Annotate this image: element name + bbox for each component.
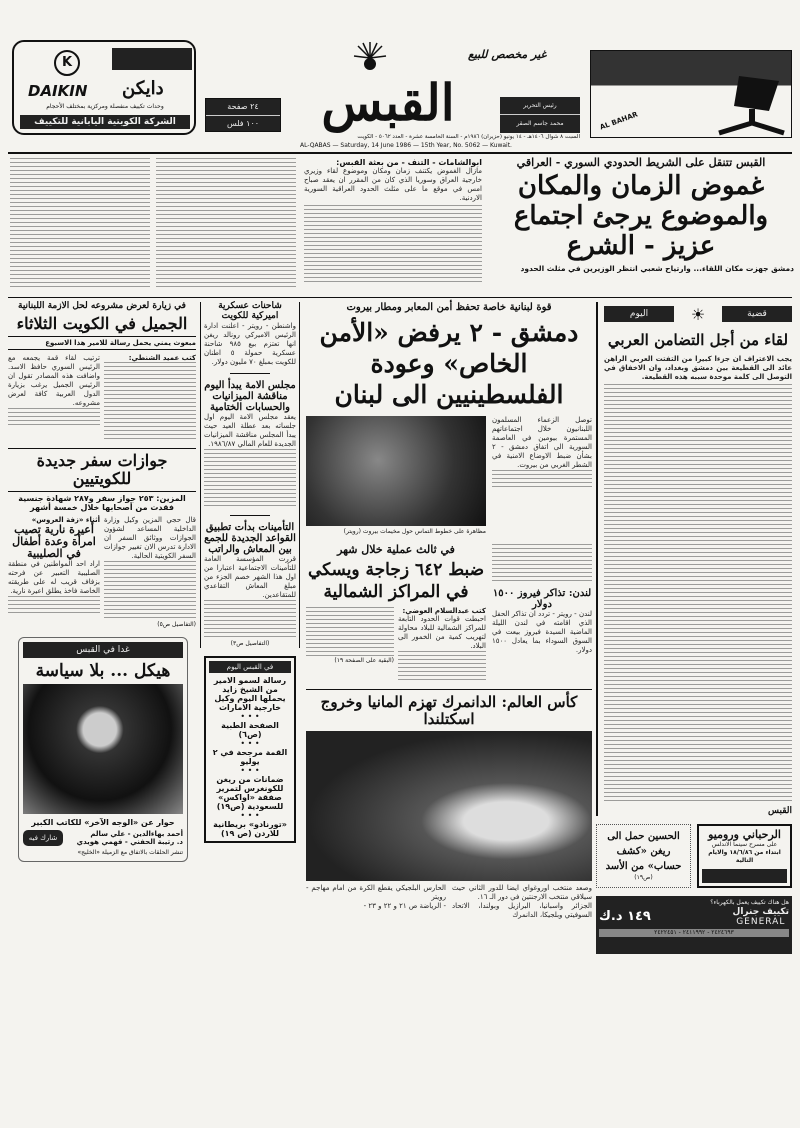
left-column	[8, 302, 196, 862]
worldcup-body	[306, 884, 592, 920]
daikin-en: DAIKIN	[28, 82, 88, 100]
office-chair-icon	[709, 71, 789, 137]
general-ad[interactable]	[596, 896, 792, 954]
lead-kicker: القبس تتنقل على الشريط الحدودي السوري - العراقي	[516, 156, 766, 169]
hussein-text[interactable]: الحسين حمل الى ريغن «كشف حساب» من الأسد	[605, 830, 682, 872]
opinion-headline[interactable]: لقاء من أجل التضامن العربي	[607, 331, 789, 349]
lead-headline[interactable]: غموض الزمان والمكان والموضوع يرجئ اجتماع عزيز - الشرع	[513, 171, 769, 262]
passports-subhead: المزين: ٢٥٣ جواز سفر و٢٨٧ شهادة جنسية فقدت من أصحابها خلال خمسة أشهر	[8, 491, 196, 512]
worldcup-story	[306, 689, 592, 920]
general-line1: هل هناك تكييف يعمل بالكهرباء؟	[710, 898, 789, 906]
heikal-authors-1: أحمد بهاءالدين - علي سالم	[90, 830, 183, 839]
daikin-badge	[112, 48, 192, 70]
gemayel-story	[8, 302, 196, 442]
worldcup-more[interactable]: - الرياضة ص ٢١ و ٢٢ و ٢٣ -	[363, 902, 446, 911]
general-phones: ٢٤٢٤٦٩٣ - ٢٤١١٩٩٢ - ٢٤٢٢٤٥١	[599, 929, 789, 937]
worldcup-caption: الحارس البلجيكي يقطع الكرة من امام مهاجم - رويتر	[306, 884, 446, 902]
tickets-text: لندن - رويتر - تردد ان تذاكر الحفل الذي اقامته في لندن الليلة الماضية السيدة فيروز بيعت في السوق السوداء بما يعادل ١٥٠٠ دولار.	[492, 610, 592, 654]
whisky-more[interactable]: (البقية على الصفحة ١٩)	[334, 657, 394, 665]
whisky-kicker: في ثالث عملية خلال شهر	[337, 543, 455, 556]
lebanon-story	[306, 302, 592, 536]
opinion-signature: القبس	[768, 805, 792, 816]
whisky-headline[interactable]: ضبط ٦٤٢ زجاجة ويسكي في المراكز الشمالية	[307, 560, 485, 603]
daikin-tagline: وحدات تكييف منفصلة ومركزية بمختلف الأحجام	[46, 103, 164, 110]
rahbani-ad[interactable]	[697, 824, 792, 888]
heikal-note: تنشر الحلقات بالاتفاق مع الزميلة «الخليج»	[77, 849, 183, 857]
center-column	[306, 302, 592, 920]
opinion-text: يجب الاعتراف ان جزءا كبيرا من التفتت العربي الراهن عائد الى القطيعة بين دمشق وبغداد، وان الاخفاق في التوصل الى كلمة موحدة سببه هذه القطيعة.	[604, 354, 792, 381]
albahar-logo: AL BAHAR	[598, 110, 639, 132]
assembly-text: يعقد مجلس الامة اليوم اول جلساته بعد عطلة العيد حيث يبدأ المجلس مناقشة الميزانيات الجديدة للعام المالي ١٩٨٦/٨٧.	[204, 412, 296, 448]
not-for-sale: غير مخصص للبيع	[468, 48, 547, 61]
kuwait-column	[200, 302, 300, 648]
hussein-box	[596, 824, 691, 888]
kuwait-column-wrap	[200, 302, 300, 843]
inside-box: في القبس اليوم رسالة لسمو الامير من الشيخ زايد يحملها اليوم وكيل خارجية الامارات • • • الصفحة الطبية (ص٦) • • • القمة مرجحة في ٢ يوليو • • • ضمانات من ريغن للكونغرس لتمرير صفقة «اواكس» للسعودية (ص١٩) • • • «تورنادو» بريطانية للاردن (ص ١٩)	[204, 656, 296, 843]
wedding-text: اراد احد المواطنين في منطقة الصليبية التعبير عن فرحته بزفاف قريب له على طريقته الخاصة فاخذ يطلق اعيرة نارية.	[8, 559, 100, 595]
inside-item-3[interactable]: القمة مرجحة في ٢ يوليو	[212, 747, 288, 766]
rahbani-title: الرحباني وروميو	[708, 827, 781, 841]
gemayel-kicker: في زيارة لعرض مشروعه لحل الازمة اللبنانية	[18, 301, 186, 311]
passports-more[interactable]: (التفاصيل ص٥)	[157, 620, 196, 628]
inside-item-5[interactable]: «تورنادو» بريطانية للاردن (ص ١٩)	[213, 819, 287, 838]
tickets-story	[492, 544, 592, 681]
page-count: ٢٤ صفحة	[206, 99, 280, 116]
heikal-box	[18, 637, 188, 863]
opinion-column	[596, 302, 792, 816]
lead-subhead: دمشق جهزت مكان اللقاء... وارتياح شعبي انتظر الوزيرين في مثلث الحدود	[520, 264, 794, 274]
heikal-dialog: حوار عن «الوجه الآخر» للكاتب الكبير	[31, 818, 175, 828]
wedding-kicker: أثناء «زفة العروس»	[31, 515, 100, 524]
heikal-tag: شارك فيه	[23, 830, 63, 846]
sunburst-logo-icon	[352, 40, 388, 76]
worldcup-headline[interactable]: كأس العالم: الدانمرك تهزم المانيا وخروج اسكتلندا	[320, 693, 578, 728]
date-arabic: السبت ٨ شوال ١٤٠٦هـ - ١٤ يونيو (حزيران) ١٩٨٦م - السنة الخامسة عشرة - العدد ٥٠٦٢ - الكويت	[357, 134, 580, 140]
editor-box	[500, 97, 580, 133]
editor-label: رئيس التحرير	[500, 97, 580, 115]
whisky-text: احبطت قوات الحدود التابعة للمراكز الشمالية للبلاد محاولة لتهريب كمية من الخمور الى البلاد.	[398, 615, 486, 651]
lebanon-caption: مظاهرة على خطوط التماس حول مخيمات بيروت (رويتر)	[343, 528, 486, 535]
assembly-headline[interactable]: مجلس الامة يبدأ اليوم مناقشة الميزانيات والحسابات الختامية	[204, 379, 296, 413]
trucks-text: واشنطن - رويتر - اعلنت ادارة الرئيس الاميركي رونالد ريغن انها تعتزم بيع ٩٨٥ شاحنة عسكرية حمولة ٥ اطنان للكويت بمبلغ ٧٠ مليون دولار.	[204, 321, 296, 366]
insurance-headline[interactable]: التأمينات بدأت تطبيق القواعد الجديدة للجمع بين المعاش والراتب	[204, 521, 296, 555]
opinion-label-left: قضية	[722, 306, 792, 322]
lebanon-body	[492, 416, 592, 536]
newspaper-logo: القبس	[321, 73, 455, 132]
lead-story	[488, 157, 794, 273]
passports-story	[8, 448, 196, 628]
lebanon-text: توصل الزعماء المسلمون اللبنانيون خلال اجتماعاتهم المستمرة بيومين في العاصمة السورية الى اتفاق دمشق - ٢ بشأن ضبط الاوضاع الامنية في الشطر الغربي من بيروت.	[492, 416, 592, 469]
lead-text: مازال الغموض يكتنف زمان ومكان وموضوع لقاء وزيري خارجية العراق وسوريا الذي كان من المقرر ان يعقد صباح امس في موقع ما على مثلث الحدود العراقية السورية الاردنية.	[304, 167, 482, 202]
gemayel-headline[interactable]: الجميل في الكويت الثلاثاء	[16, 313, 188, 333]
worldcup-results: الجزائر واسبانيا، البرازيل وبولندا، الاتحاد السوفيتي وبلجيكا، الدانمرك	[452, 902, 592, 920]
insurance-text: قررت المؤسسة العامة للتأمينات الاجتماعية اعتبارا من اول هذا الشهر خصم الجزء من مبلغ المعاش التقاعدي للمتقاعدين.	[204, 554, 296, 599]
lebanon-kicker: قوة لبنانية خاصة تحفظ أمن المعابر ومطار بيروت	[346, 302, 552, 313]
heikal-authors-2: د. رتيبة الحفني - فهمي هويدي	[76, 838, 183, 847]
sunburst-icon: ☀	[690, 304, 706, 324]
lebanon-photo[interactable]	[306, 416, 486, 526]
price: ١٠٠ فلس	[226, 119, 260, 128]
inside-item-4[interactable]: ضمانات من ريغن للكونغرس لتمرير صفقة «اواكس» للسعودية (ص١٩)	[216, 774, 284, 811]
inside-item-2[interactable]: الصفحة الطبية (ص٦)	[221, 720, 279, 739]
lead-body	[304, 158, 482, 285]
lead-dateline: ابوالشامات - التنف - من بعثة القبس:	[336, 158, 482, 167]
wedding-headline[interactable]: أعيرة نارية تصيب امرأة وعدة أطفال في الصليبية	[12, 522, 96, 560]
general-price: ١٤٩ د.ك	[599, 909, 651, 925]
albahar-ad[interactable]	[590, 50, 792, 138]
general-line2: تكييف جنرال	[732, 906, 789, 917]
inside-item-1[interactable]: رسالة لسمو الامير من الشيخ زايد يحملها اليوم وكيل خارجية الامارات	[213, 675, 287, 712]
daikin-logo-icon: K	[54, 50, 80, 76]
daikin-ad[interactable]	[12, 40, 196, 135]
gemayel-byline: كتب عميد الشنطي:	[128, 354, 196, 363]
price-box	[205, 98, 281, 132]
worldcup-text: وصعد منتخب اوروغواي ايضا للدور الثاني حيث سيلاقي منتخب الارجنتين في دور الـ ١٦.	[452, 884, 592, 902]
hussein-ref: (ص١٩)	[634, 873, 653, 881]
heikal-banner: غدا في القبس	[23, 642, 183, 658]
general-brand: GENERAL	[736, 916, 786, 927]
heikal-photo	[23, 684, 183, 814]
gemayel-text: ترتيب لقاء قمة يجمعه مع الرئيس السوري حافظ الاسد. واضافت هذه المصادر تقول ان الرئيس الجميل يرغب بزيارة الدول العربية كافة لعرض مشروعه.	[8, 354, 100, 408]
lebanon-headline[interactable]: دمشق - ٢ يرفض «الأمن الخاص» وعودة الفلسطينيين الى لبنان	[319, 318, 579, 409]
passports-headline[interactable]: جوازات سفر جديدة للكويتيين	[36, 451, 168, 489]
inside-banner: في القبس اليوم	[209, 661, 291, 673]
tickets-headline[interactable]: لندن: تذاكر فيروز ١٥٠٠ دولار	[492, 588, 592, 610]
heikal-headline[interactable]: هيكل ... بلا سياسة	[35, 660, 171, 681]
trucks-headline[interactable]: شاحنات عسكرية اميركية للكويت	[218, 301, 282, 321]
rahbani-venue: على مسرح سينما الاندلس	[711, 840, 778, 848]
worldcup-photo[interactable]	[306, 731, 592, 881]
rahbani-date: ابتداء من ١٨/٦/٨٦ والايام التالية	[708, 848, 781, 864]
passports-text: قال حجي المزين وكيل وزارة الداخلية المساعد لشؤون الجوازات ووثائق السفر ان الادارة تدرس الان تغيير جوازات السفر الكويتية الحالية.	[104, 515, 196, 560]
insurance-more[interactable]: (التفاصيل ص٣)	[230, 639, 270, 647]
date-english: AL-QABAS — Saturday, 14 June 1986 — 15th Year, No. 5062 — Kuwait.	[300, 142, 512, 149]
opinion-label-right: اليوم	[604, 306, 674, 322]
editor-name: محمد جاسم الصقر	[516, 120, 564, 127]
whisky-byline: كتب عبدالسلام العوضي:	[402, 607, 486, 616]
daikin-ar: دايكن	[122, 78, 164, 99]
right-column	[596, 302, 792, 954]
daikin-company: الشركة الكويتية اليابانية للتكييف	[20, 115, 190, 129]
gemayel-subhead: مبعوث يمني يحمل رسالة للامير هذا الاسبوع	[8, 336, 196, 350]
whisky-story	[306, 544, 486, 681]
